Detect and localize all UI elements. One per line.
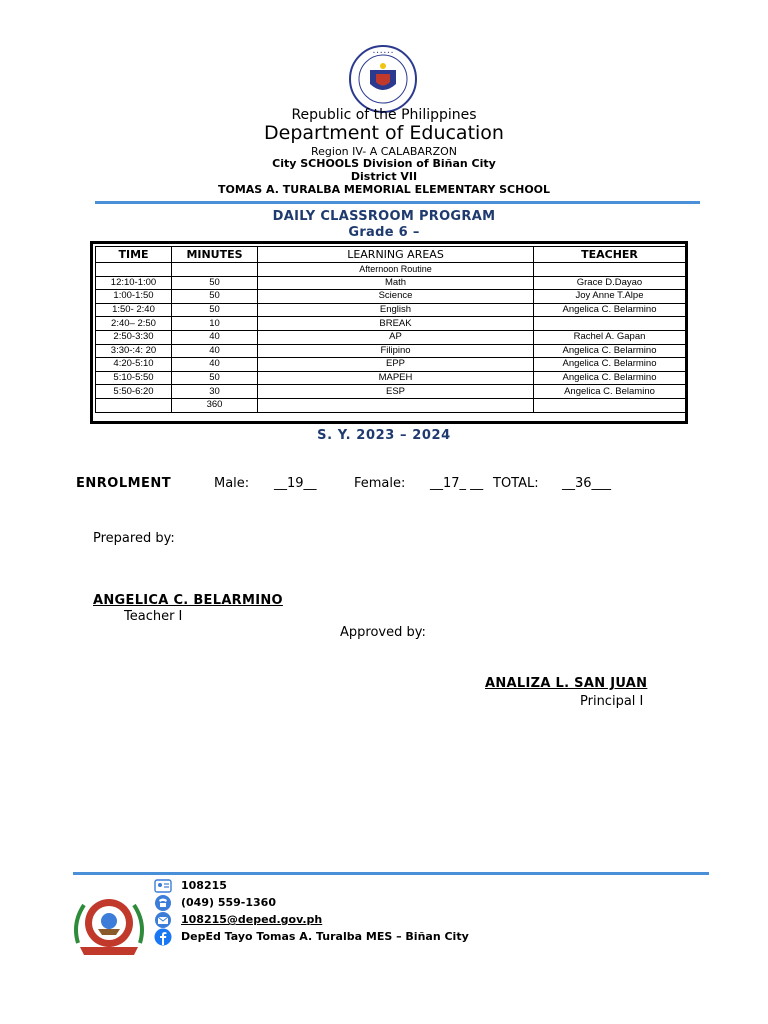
cell-area: Filipino bbox=[258, 344, 534, 358]
table-row bbox=[96, 330, 686, 344]
preparer-name: ANGELICA C. BELARMINO bbox=[93, 593, 283, 608]
department-title: Department of Education bbox=[264, 122, 504, 144]
cell-time: 4:20-5:10 bbox=[96, 358, 172, 372]
program-title: DAILY CLASSROOM PROGRAM bbox=[272, 209, 496, 224]
table-row-total bbox=[96, 398, 686, 412]
cell-teacher: Joy Anne T.Alpe bbox=[534, 290, 686, 304]
preparer-title: Teacher I bbox=[124, 609, 183, 624]
cell-minutes: 40 bbox=[172, 344, 258, 358]
phone-icon bbox=[153, 894, 173, 912]
facebook-icon[interactable] bbox=[153, 928, 173, 946]
cell-minutes: 30 bbox=[172, 385, 258, 399]
cell-area: BREAK bbox=[258, 317, 534, 331]
cell-area: MAPEH bbox=[258, 371, 534, 385]
enrolment-row bbox=[0, 476, 768, 496]
cell-minutes: 10 bbox=[172, 317, 258, 331]
cell-teacher: Grace D.Dayao bbox=[534, 276, 686, 290]
cell-teacher: Rachel A. Gapan bbox=[534, 330, 686, 344]
svg-text:• • • • • •: • • • • • • bbox=[372, 50, 394, 55]
cell-minutes: 50 bbox=[172, 290, 258, 304]
enrolment-label: ENROLMENT bbox=[76, 476, 172, 491]
division-label: City SCHOOLS Division of Biñan City bbox=[272, 157, 496, 170]
cell-teacher bbox=[534, 317, 686, 331]
email-link[interactable]: 108215@deped.gov.ph bbox=[181, 913, 323, 926]
cell-area: ESP bbox=[258, 385, 534, 399]
header-teacher: TEACHER bbox=[534, 247, 686, 263]
phone-text: (049) 559-1360 bbox=[181, 896, 276, 909]
cell-area: Science bbox=[258, 290, 534, 304]
table-row bbox=[96, 358, 686, 372]
footer-divider bbox=[73, 872, 709, 875]
cell-teacher: Angelica C. Belarmino bbox=[534, 344, 686, 358]
header-minutes: MINUTES bbox=[172, 247, 258, 263]
cell-total-minutes: 360 bbox=[172, 398, 258, 412]
cell-area: AP bbox=[258, 330, 534, 344]
cell-time: 2:40– 2:50 bbox=[96, 317, 172, 331]
table-row bbox=[96, 276, 686, 290]
female-value: __17_ __ bbox=[430, 476, 484, 491]
header-divider bbox=[95, 201, 700, 204]
schedule-table-frame bbox=[90, 241, 688, 424]
male-value: __19__ bbox=[274, 476, 317, 491]
total-label: TOTAL: bbox=[493, 476, 539, 491]
cell-time: 1:00-1:50 bbox=[96, 290, 172, 304]
cell-area: English bbox=[258, 303, 534, 317]
approver-name: ANALIZA L. SAN JUAN bbox=[485, 676, 648, 691]
cell-time: 1:50- 2:40 bbox=[96, 303, 172, 317]
table-row bbox=[96, 371, 686, 385]
schedule-table bbox=[95, 246, 686, 413]
table-row bbox=[96, 317, 686, 331]
deped-seal-logo bbox=[348, 44, 418, 114]
school-year: S. Y. 2023 – 2024 bbox=[317, 428, 451, 443]
cell-teacher: Angelica C. Belamino bbox=[534, 385, 686, 399]
cell-minutes: 40 bbox=[172, 330, 258, 344]
table-row bbox=[96, 303, 686, 317]
facebook-page-text[interactable]: DepEd Tayo Tomas A. Turalba MES – Biñan City bbox=[181, 930, 469, 943]
cell-minutes: 40 bbox=[172, 358, 258, 372]
cell-time: 5:10-5:50 bbox=[96, 371, 172, 385]
cell-teacher: Angelica C. Belarmino bbox=[534, 303, 686, 317]
table-row bbox=[96, 290, 686, 304]
table-row bbox=[96, 344, 686, 358]
male-label: Male: bbox=[214, 476, 250, 491]
school-name: TOMAS A. TURALBA MEMORIAL ELEMENTARY SCHOOL bbox=[217, 183, 551, 196]
region-label: Region IV- A CALABARZON bbox=[310, 145, 457, 158]
cell-minutes: 50 bbox=[172, 371, 258, 385]
email-icon[interactable] bbox=[153, 911, 173, 929]
prepared-by-label: Prepared by: bbox=[93, 531, 175, 546]
republic-label: Republic of the Philippines bbox=[291, 107, 477, 123]
header-time: TIME bbox=[96, 247, 172, 263]
cell-teacher: Angelica C. Belarmino bbox=[534, 371, 686, 385]
approver-title: Principal I bbox=[580, 694, 644, 709]
table-row bbox=[96, 385, 686, 399]
total-value: __36___ bbox=[562, 476, 612, 491]
id-card-icon bbox=[153, 877, 173, 895]
cell-area: EPP bbox=[258, 358, 534, 372]
cell-time: 12:10-1:00 bbox=[96, 276, 172, 290]
cell-time: 3:30-:4: 20 bbox=[96, 344, 172, 358]
approved-by-label: Approved by: bbox=[340, 625, 426, 640]
district-label: District VII bbox=[350, 170, 418, 183]
cell-area: Math bbox=[258, 276, 534, 290]
school-id-text: 108215 bbox=[181, 879, 227, 892]
cell-minutes: 50 bbox=[172, 303, 258, 317]
table-header-row bbox=[96, 247, 686, 263]
cell-minutes: 50 bbox=[172, 276, 258, 290]
female-label: Female: bbox=[354, 476, 406, 491]
routine-label: Afternoon Routine bbox=[258, 263, 534, 277]
grade-label: Grade 6 – bbox=[348, 225, 420, 240]
cell-time: 5:50-6:20 bbox=[96, 385, 172, 399]
table-row-routine bbox=[96, 263, 686, 277]
cell-time: 2:50-3:30 bbox=[96, 330, 172, 344]
school-logo bbox=[70, 893, 148, 959]
header-learning-areas: LEARNING AREAS bbox=[258, 247, 534, 263]
cell-teacher: Angelica C. Belarmino bbox=[534, 358, 686, 372]
